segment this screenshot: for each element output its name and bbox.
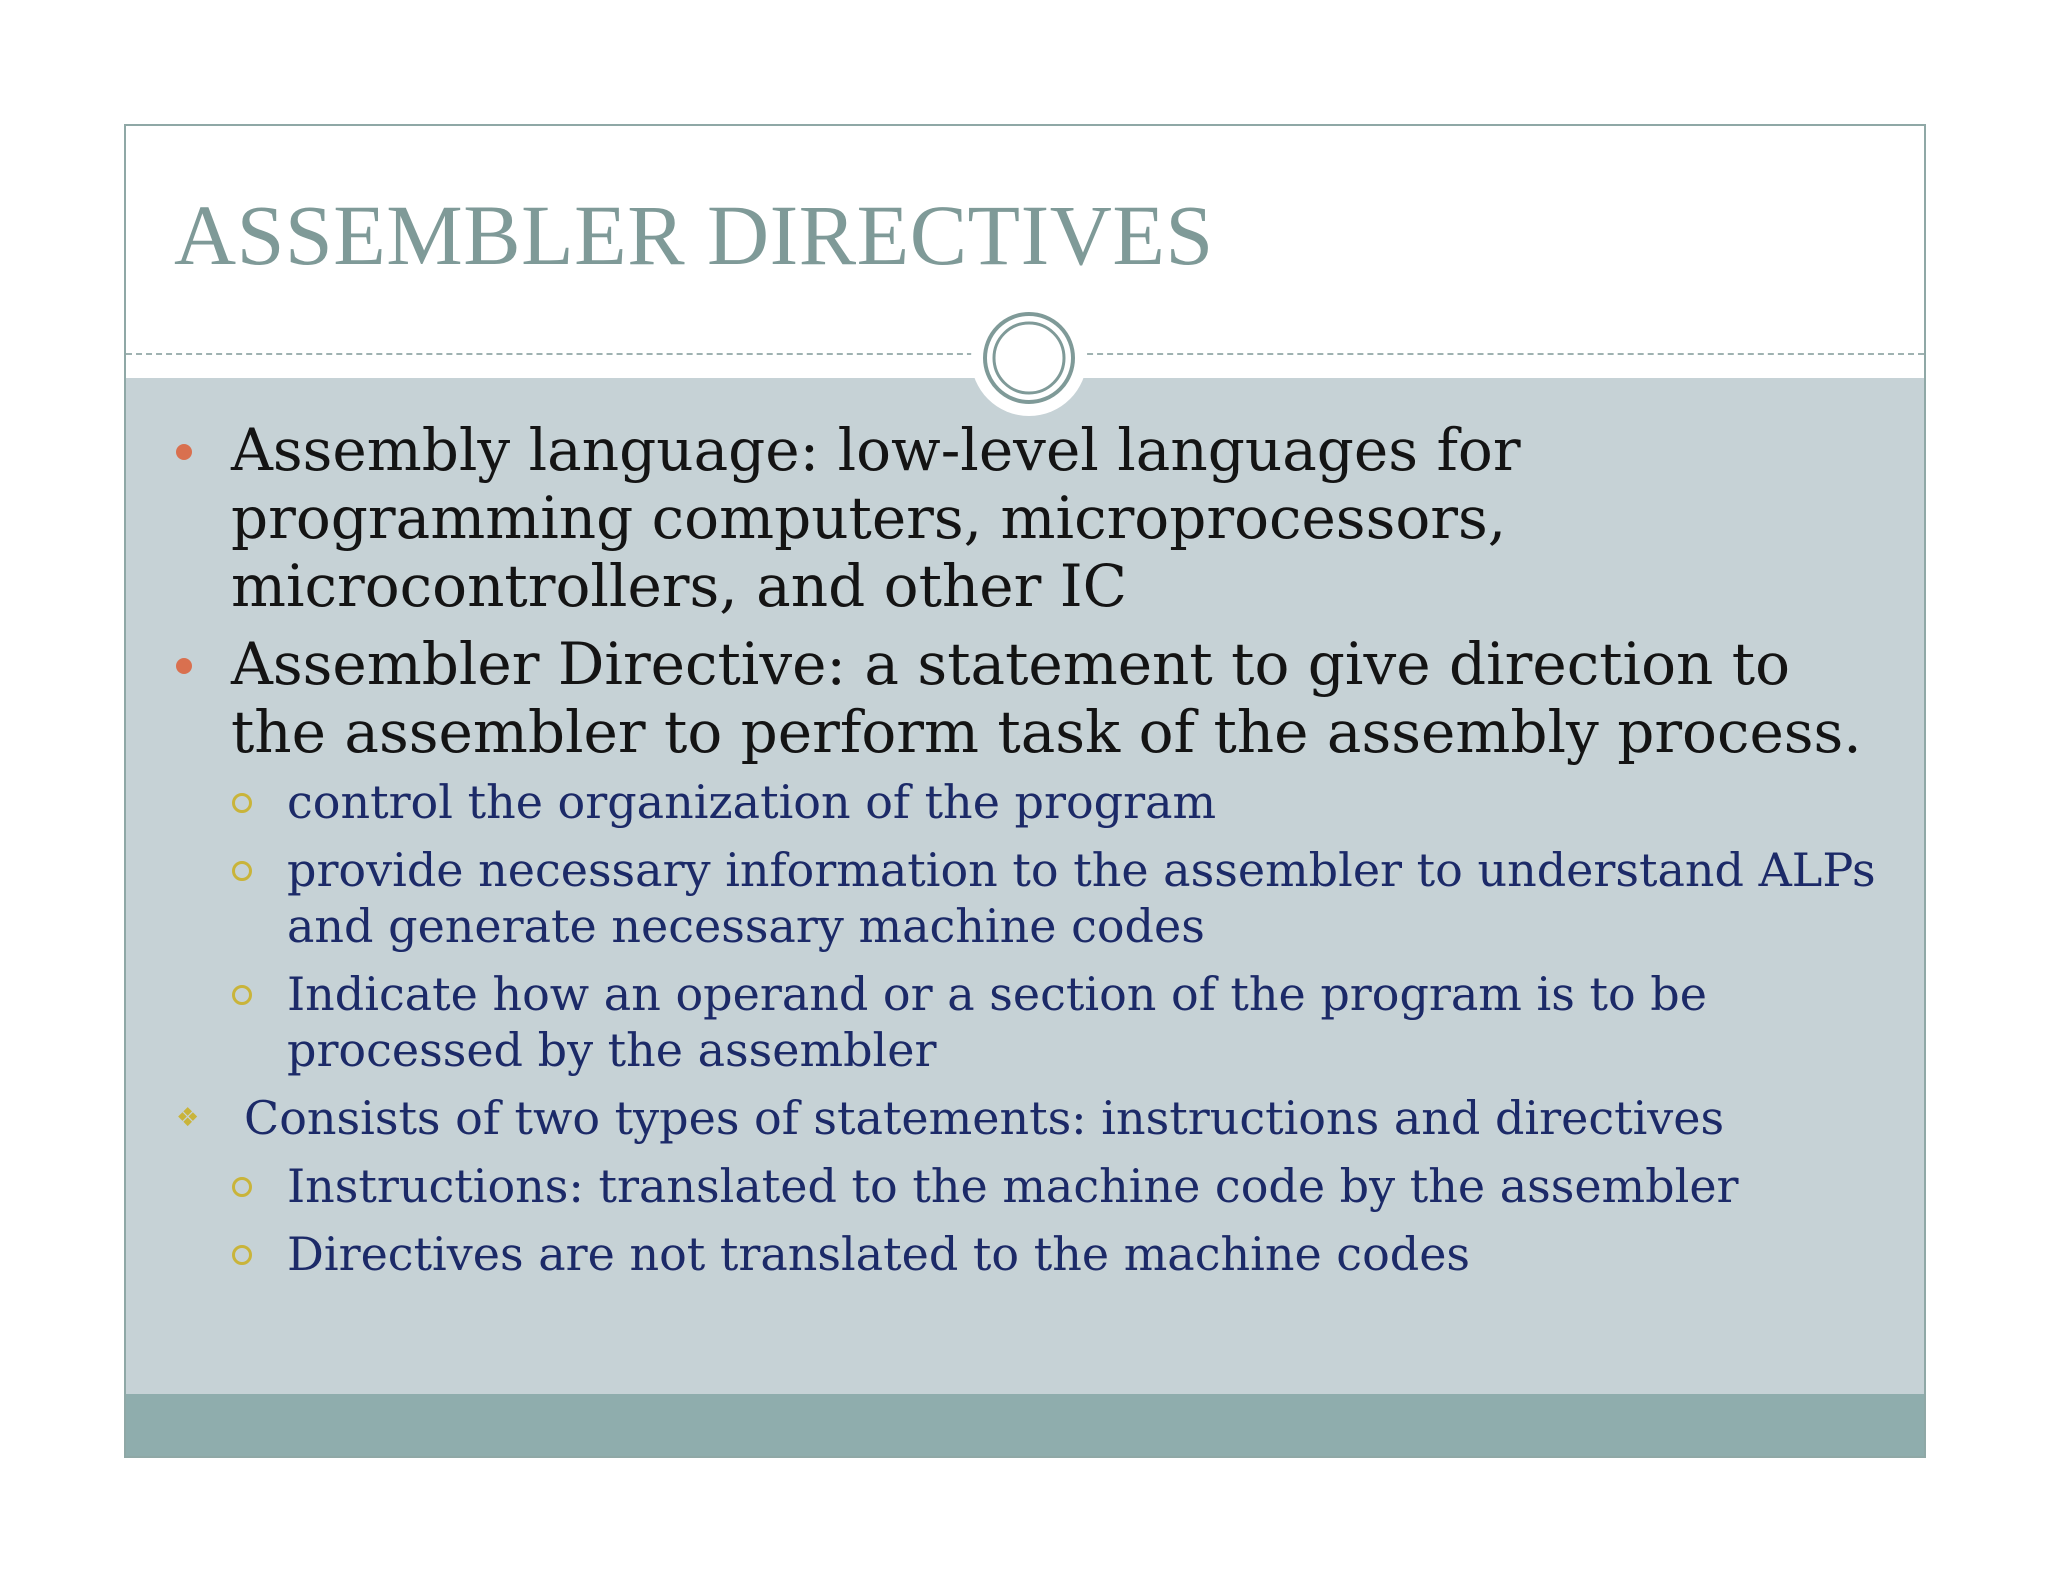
- list-item: [176, 842, 1896, 954]
- list-item-text: Assembly language: low-level languages for programming computers, microprocessors, microcontrollers, and other IC: [231, 416, 1521, 620]
- ring-bullet-icon: [232, 1177, 252, 1197]
- list-item-text: Directives are not translated to the machine codes: [287, 1227, 1471, 1281]
- footer-band: [126, 1394, 1924, 1456]
- list-item: [176, 774, 1896, 830]
- ring-bullet-icon: [232, 793, 252, 813]
- list-item-text: Indicate how an operand or a section of the program is to be processed by the assembler: [287, 967, 1707, 1077]
- list-item-text: provide necessary information to the assembler to understand ALPs and generate necessary machine codes: [287, 843, 1876, 953]
- round-dot-bullet-icon: [176, 658, 192, 674]
- double-ring-ornament-icon: [979, 308, 1079, 408]
- list-item-text: Assembler Directive: a statement to give direction to the assembler to perform task of the assembly process.: [231, 630, 1862, 766]
- slide: [124, 124, 1926, 1458]
- bullet-list: [176, 416, 1896, 1294]
- list-item: [176, 1090, 1896, 1146]
- list-item: [176, 1158, 1896, 1214]
- ring-bullet-icon: [232, 1245, 252, 1265]
- ring-bullet-icon: [232, 985, 252, 1005]
- diamond-flower-bullet-icon: ❖: [176, 1103, 200, 1133]
- list-item: [176, 416, 1896, 620]
- list-item-text: control the organization of the program: [287, 775, 1217, 829]
- list-item: [176, 630, 1896, 766]
- list-item-text: Instructions: translated to the machine code by the assembler: [287, 1159, 1739, 1213]
- list-item: [176, 1226, 1896, 1282]
- round-dot-bullet-icon: [176, 444, 192, 460]
- ring-bullet-icon: [232, 861, 252, 881]
- list-item: [176, 966, 1896, 1078]
- slide-title: ASSEMBLER DIRECTIVES: [174, 187, 1214, 283]
- list-item-text: Consists of two types of statements: instructions and directives: [244, 1091, 1725, 1145]
